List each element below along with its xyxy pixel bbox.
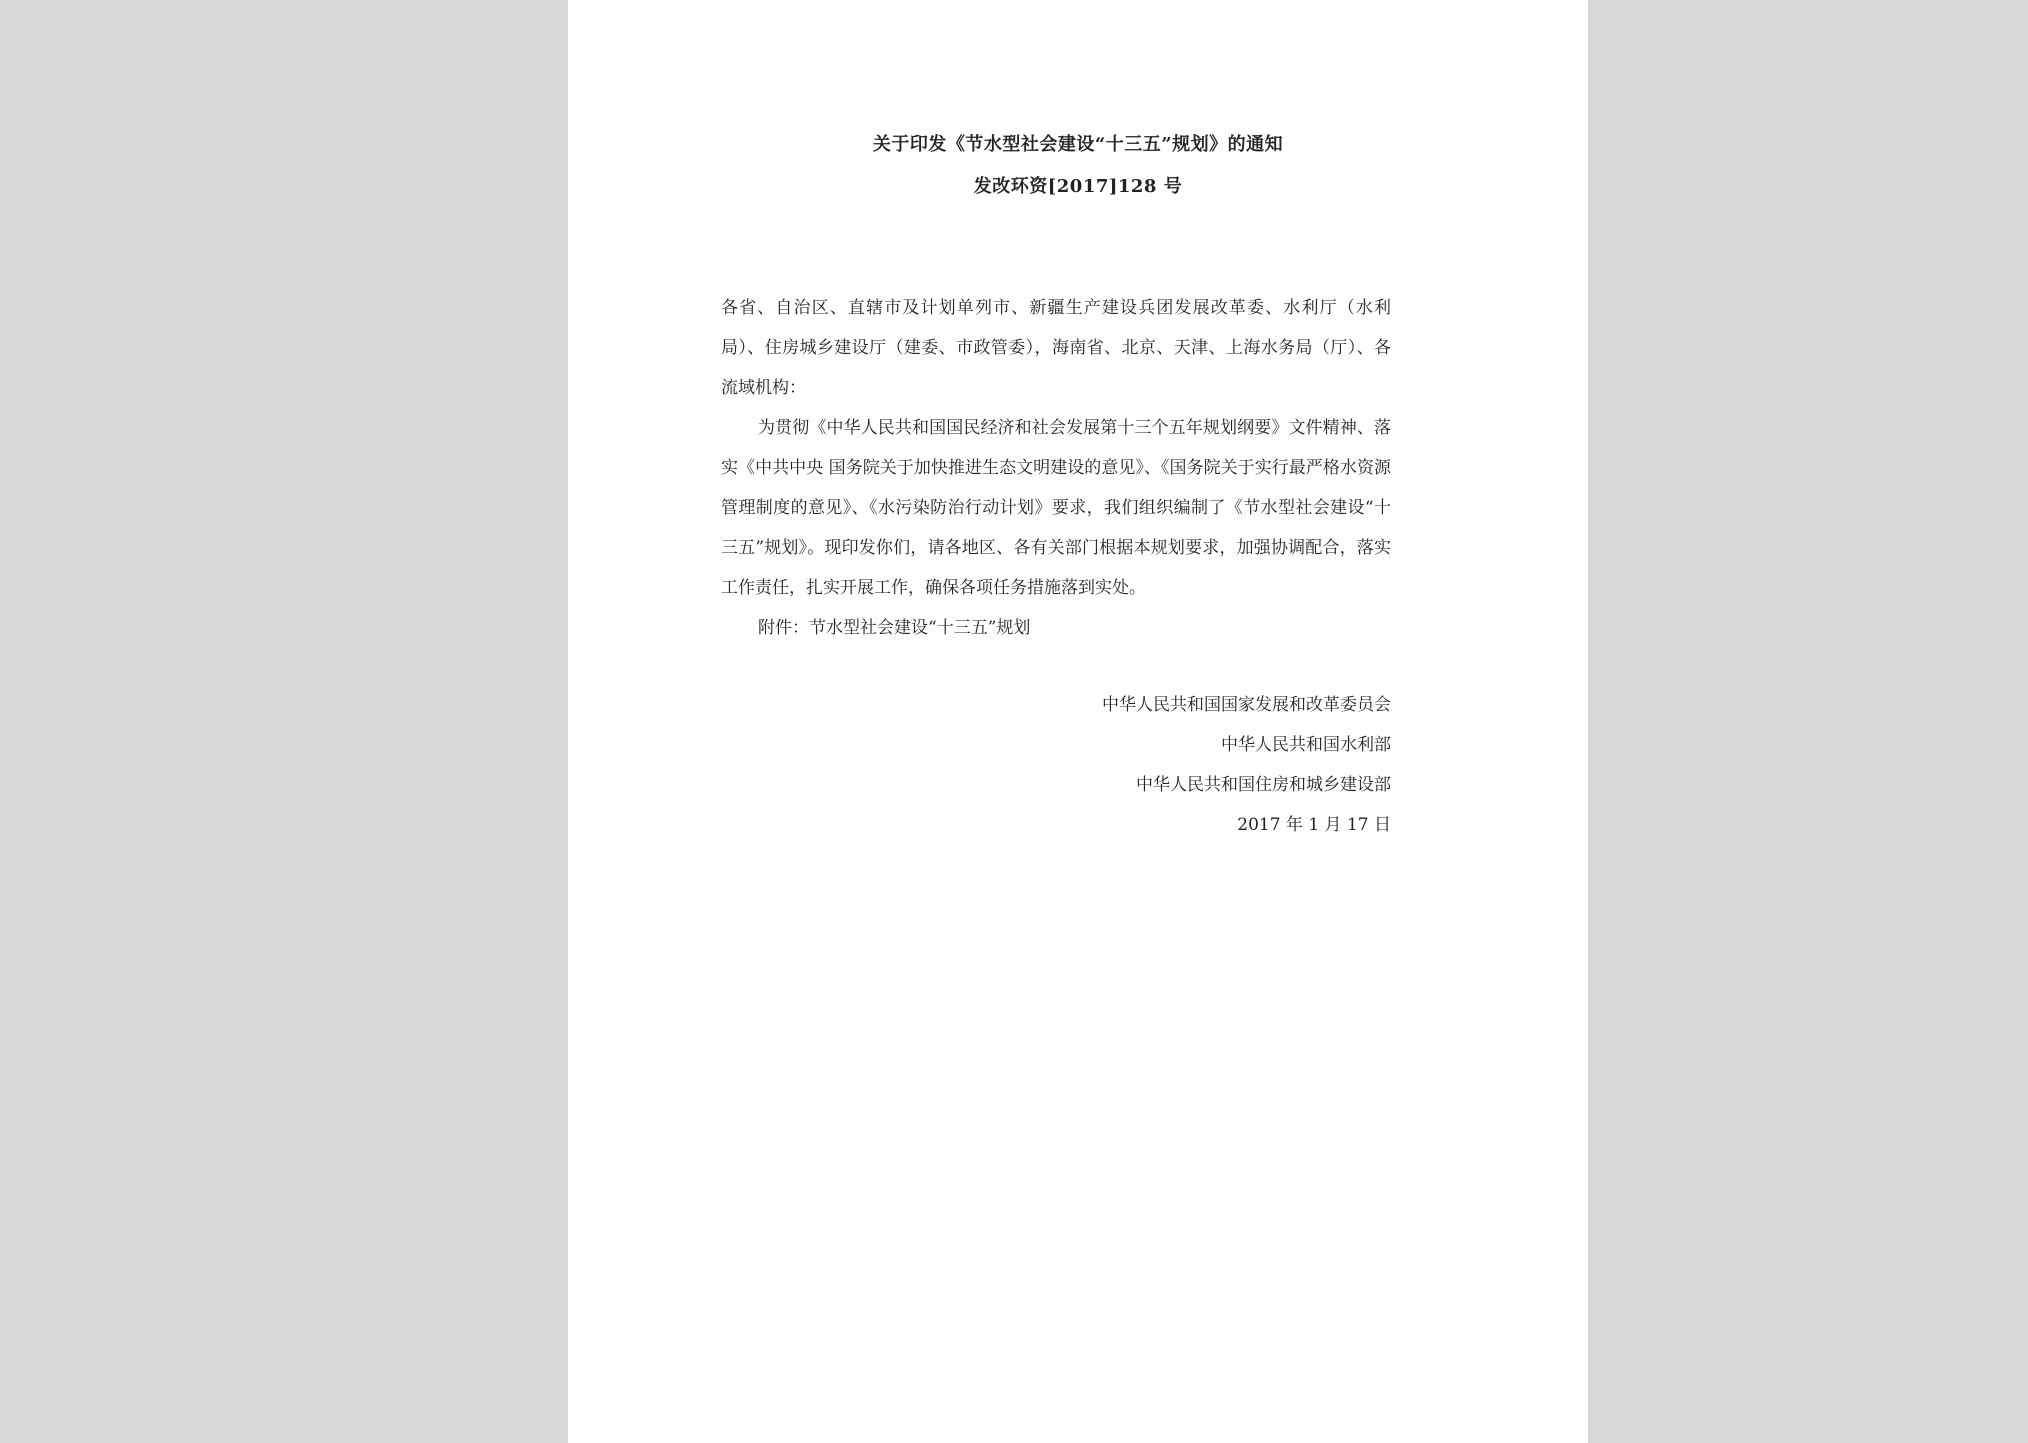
signatory-water-ministry: 中华人民共和国水利部	[1221, 735, 1391, 755]
document-body	[721, 288, 1391, 648]
document-page	[568, 0, 1588, 1443]
document-number: 发改环资[2017]128 号	[973, 176, 1183, 197]
signatory-ndrc: 中华人民共和国国家发展和改革委员会	[1102, 695, 1391, 715]
signatory-housing-ministry: 中华人民共和国住房和城乡建设部	[1136, 775, 1391, 795]
document-date: 2017 年 1 月 17 日	[1237, 815, 1391, 835]
signature-block	[721, 685, 1391, 845]
document-title: 关于印发《节水型社会建设“十三五”规划》的通知	[872, 134, 1284, 155]
main-paragraph: 为贯彻《中华人民共和国国民经济和社会发展第十三个五年规划纲要》文件精神、落实《中共中央 国务院关于加快推进生态文明建设的意见》、《国务院关于实行最严格水资源管理制度的意见》、《水污染防治行动计划》要求，我们组织编制了《节水型社会建设“十三五”规划》。现印发你们，请各地区、各有关部门根据本规划要求，加强协调配合，落实工作责任，扎实开展工作，确保各项任务措施落到实处。	[721, 418, 1391, 598]
recipients-paragraph: 各省、自治区、直辖市及计划单列市、新疆生产建设兵团发展改革委、水利厅（水利局）、住房城乡建设厅（建委、市政管委），海南省、北京、天津、上海水务局（厅）、各流域机构：	[721, 298, 1391, 398]
attachment-line: 附件：节水型社会建设“十三五”规划	[758, 618, 1031, 638]
